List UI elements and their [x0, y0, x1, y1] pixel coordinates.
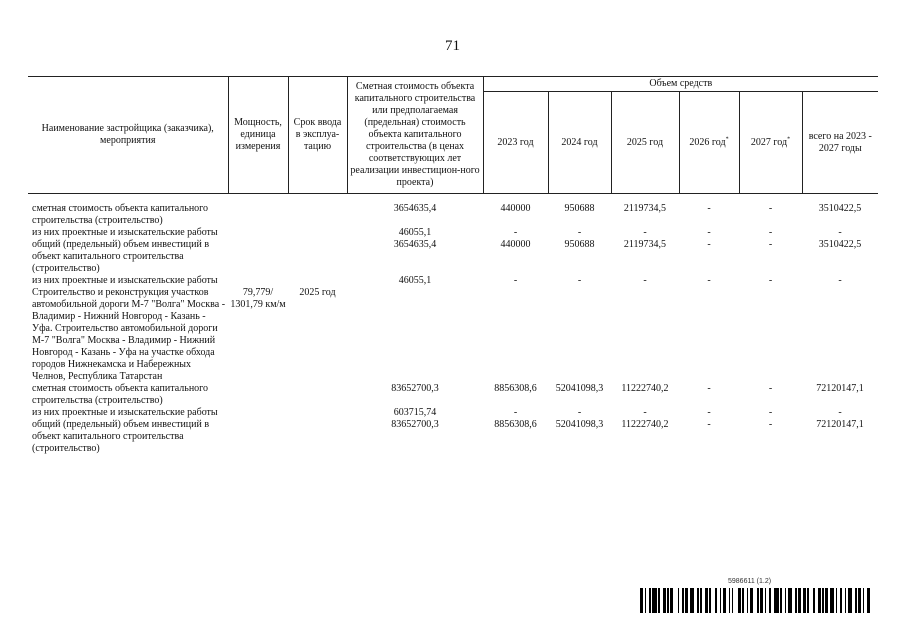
row-term — [288, 227, 347, 239]
table-row — [28, 203, 878, 227]
row-2026: - — [707, 419, 711, 430]
header-capacity: Мощность, единица измерения — [228, 77, 288, 194]
row-2026: - — [707, 407, 711, 418]
row-cost: 3654635,4 — [393, 203, 437, 214]
table-row — [28, 383, 878, 407]
row-term — [288, 203, 347, 227]
row-2025 — [611, 287, 679, 383]
row-2027: - — [768, 383, 773, 394]
row-2024 — [548, 287, 611, 383]
row-name: из них проектные и изыскательские работы — [32, 227, 218, 238]
row-total: 3510422,5 — [818, 203, 862, 214]
row-2024: - — [577, 227, 582, 238]
row-capacity — [228, 419, 288, 455]
row-total: - — [838, 227, 842, 238]
row-2025: 2119734,5 — [623, 239, 667, 250]
row-2025: - — [643, 227, 647, 238]
row-2024: - — [577, 407, 582, 418]
row-2023: - — [513, 227, 518, 238]
investment-table — [28, 76, 878, 455]
row-term — [288, 383, 347, 407]
row-term: 2025 год — [299, 287, 336, 298]
row-total: 72120147,1 — [816, 419, 864, 430]
row-2024: 950688 — [564, 239, 595, 250]
row-2024: 52041098,3 — [555, 383, 604, 394]
row-2023: - — [513, 275, 518, 286]
header-year-2024: 2024 год — [548, 92, 611, 194]
table-row-project — [28, 287, 878, 383]
row-term — [288, 275, 347, 287]
row-cost — [347, 287, 483, 383]
row-2023: 440000 — [500, 203, 531, 214]
header-term: Срок ввода в эксплуа-тацию — [288, 77, 347, 194]
header-year-2023: 2023 год — [483, 92, 548, 194]
row-total — [802, 287, 878, 383]
table-header — [28, 77, 878, 194]
row-cost: 3654635,4 — [393, 239, 437, 250]
row-term — [288, 239, 347, 275]
table-row — [28, 227, 878, 239]
row-2025: - — [643, 407, 647, 418]
row-2027: - — [768, 203, 773, 214]
page-number: 71 — [445, 38, 460, 54]
row-capacity — [228, 227, 288, 239]
row-capacity — [228, 407, 288, 419]
row-2026: - — [707, 239, 711, 250]
row-total: 72120147,1 — [816, 383, 864, 394]
row-2027: - — [768, 275, 773, 286]
row-name: Строительство и реконструкция участков автомобильной дороги М-7 "Волга" Москва - Владимир - Нижний Новгород - Казань - Уфа. Строительство автомобильной дороги М-7 "Волга" Москва - Владимир - Нижний Новгород - Казань - Уфа на участке обхода городов Нижнекамска и Набережных Челнов, Республика Татарстан — [32, 287, 226, 382]
row-total: - — [838, 407, 842, 418]
row-term — [288, 407, 347, 419]
row-2023: 440000 — [500, 239, 531, 250]
row-2026: - — [707, 203, 711, 214]
row-2025: - — [643, 275, 647, 286]
row-2023: - — [513, 407, 518, 418]
header-year-2026: 2026 год* — [679, 92, 739, 194]
table-row — [28, 239, 878, 275]
table-row — [28, 407, 878, 419]
row-2026: - — [707, 383, 711, 394]
row-capacity — [228, 383, 288, 407]
row-2023: 8856308,6 — [494, 419, 537, 430]
row-total: - — [838, 275, 842, 286]
row-capacity — [228, 275, 288, 287]
barcode — [640, 588, 876, 613]
row-cost: 46055,1 — [398, 227, 432, 238]
row-cost: 603715,74 — [393, 407, 437, 418]
header-cost: Сметная стоимость объекта капитального строительства или предполагаемая (предельная) стоимость объекта капитального строительства (в ценах соответствующих лет реализации инвестицион-ного проекта) — [347, 77, 483, 194]
row-2027: - — [768, 419, 773, 430]
header-year-2027: 2027 год* — [739, 92, 802, 194]
barcode-stripe — [870, 588, 875, 613]
barcode-label: 5986611 (1.2) — [728, 578, 772, 585]
table-row — [28, 419, 878, 455]
row-name: общий (предельный) объем инвестиций в объект капитального строительства (строительство) — [32, 419, 210, 454]
row-2025: 2119734,5 — [623, 203, 667, 214]
row-2024: - — [577, 275, 582, 286]
row-2023: 8856308,6 — [494, 383, 537, 394]
footnote-mark-2027: * — [787, 136, 791, 143]
row-2026: - — [707, 227, 711, 238]
table-body — [28, 194, 878, 456]
row-name: из них проектные и изыскательские работы — [32, 275, 218, 286]
row-capacity: 79,779/ 1301,79 км/м — [230, 287, 286, 310]
row-2026 — [679, 287, 739, 383]
row-2024: 52041098,3 — [555, 419, 604, 430]
row-2025: 11222740,2 — [621, 383, 669, 394]
header-volume-group: Объем средств — [483, 77, 878, 92]
row-name: общий (предельный) объем инвестиций в объект капитального строительства (строительство) — [32, 239, 210, 274]
row-2027 — [739, 287, 802, 383]
row-total: 3510422,5 — [818, 239, 862, 250]
row-cost: 83652700,3 — [391, 419, 439, 430]
row-2027: - — [768, 227, 773, 238]
row-capacity — [228, 203, 288, 227]
header-name: Наименование застройщика (заказчика), мероприятия — [28, 77, 228, 194]
row-2027: - — [768, 239, 773, 250]
row-name: сметная стоимость объекта капитального строительства (строительство) — [32, 383, 209, 406]
row-cost: 83652700,3 — [391, 383, 439, 394]
row-2023 — [483, 287, 548, 383]
row-term — [288, 419, 347, 455]
footnote-mark-2026: * — [725, 136, 729, 143]
row-2025: 11222740,2 — [621, 419, 669, 430]
row-cost: 46055,1 — [398, 275, 432, 286]
row-name: сметная стоимость объекта капитального строительства (строительство) — [32, 203, 209, 226]
row-2026: - — [707, 275, 711, 286]
row-capacity — [228, 239, 288, 275]
row-2027: - — [768, 407, 773, 418]
table-row — [28, 275, 878, 287]
row-name: из них проектные и изыскательские работы — [32, 407, 218, 418]
row-2024: 950688 — [564, 203, 595, 214]
header-year-2025: 2025 год — [611, 92, 679, 194]
header-total: всего на 2023 - 2027 годы — [802, 92, 878, 194]
